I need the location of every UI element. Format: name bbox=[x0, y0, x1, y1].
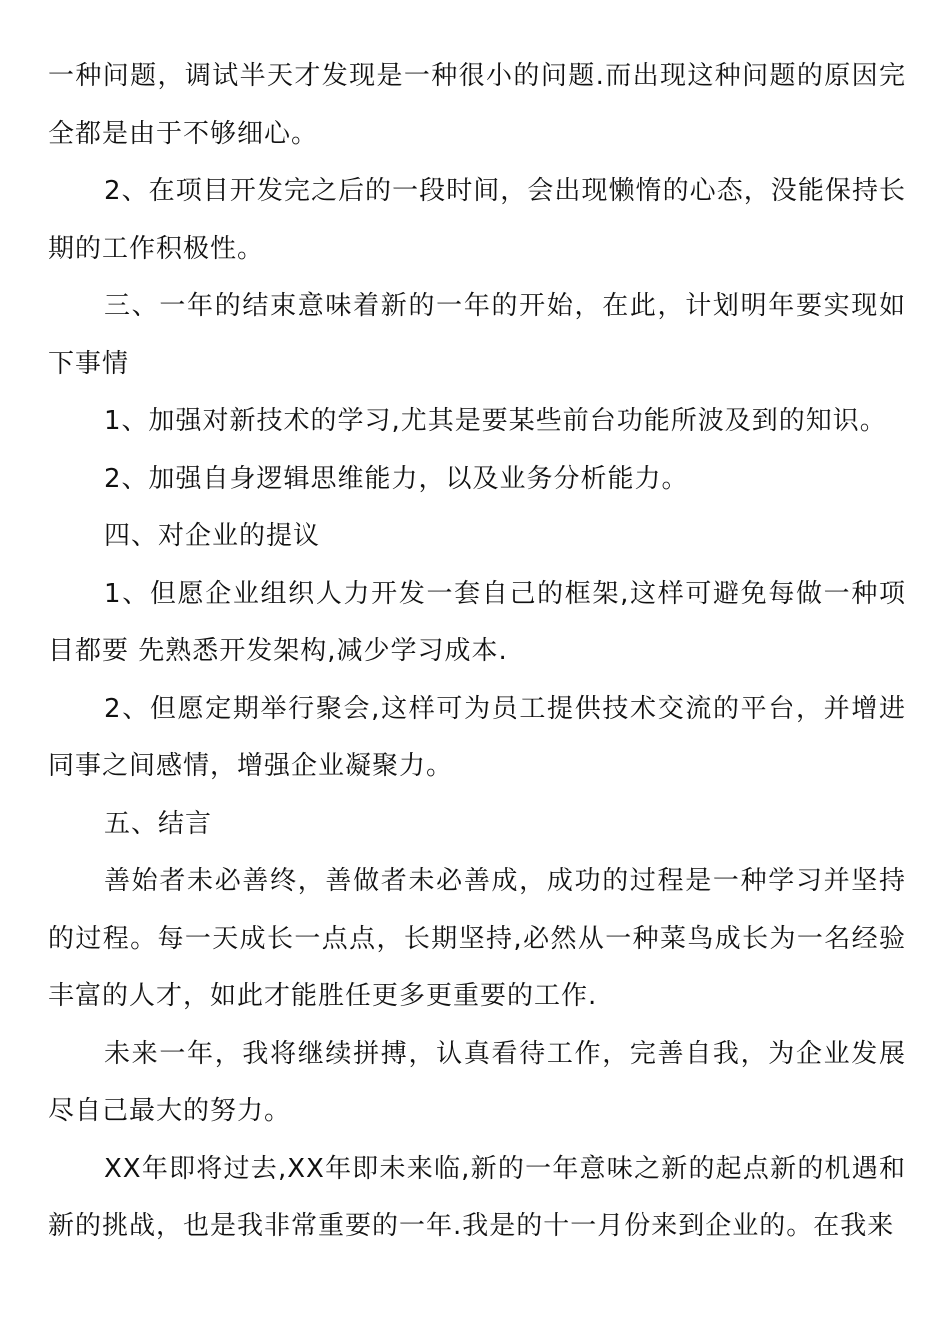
paragraph: 1、加强对新技术的学习,尤其是要某些前台功能所波及到的知识。 bbox=[104, 406, 887, 436]
paragraph: 善始者未必善终，善做者未必善成，成功的过程是一种学习并坚持的过程。每一天成长一点点，长期坚持,必然从一种菜鸟成长为一名经验丰富的人才，如此才能胜任更多更重要的工作. bbox=[48, 866, 906, 1011]
section-heading-paragraph: 三、一年的结束意味着新的一年的开始，在此，计划明年要实现如下事情 bbox=[48, 291, 906, 379]
paragraph: 一种问题，调试半天才发现是一种很小的问题.而出现这种问题的原因完全都是由于不够细心。 bbox=[48, 61, 906, 149]
paragraph: 2、加强自身逻辑思维能力，以及业务分析能力。 bbox=[104, 463, 689, 494]
paragraph: 1、但愿企业组织人力开发一套自己的框架,这样可避免每做一种项目都要 先熟悉开发架构,减少学习成本. bbox=[48, 578, 906, 666]
paragraph: 2、在项目开发完之后的一段时间，会出现懒惰的心态，没能保持长期的工作积极性。 bbox=[48, 176, 906, 264]
paragraph: 未来一年，我将继续拼搏，认真看待工作，完善自我，为企业发展尽自己最大的努力。 bbox=[48, 1038, 906, 1126]
paragraph: 2、但愿定期举行聚会,这样可为员工提供技术交流的平台，并增进同事之间感情，增强企业凝聚力。 bbox=[48, 693, 906, 781]
section-heading: 四、对企业的提议 bbox=[104, 521, 321, 551]
document-page bbox=[48, 48, 906, 1256]
section-heading: 五、结言 bbox=[104, 808, 213, 839]
paragraph: XX年即将过去,XX年即未来临,新的一年意味之新的起点新的机遇和新的挑战，也是我非常重要的一年.我是的十一月份来到企业的。在我来 bbox=[48, 1153, 906, 1241]
